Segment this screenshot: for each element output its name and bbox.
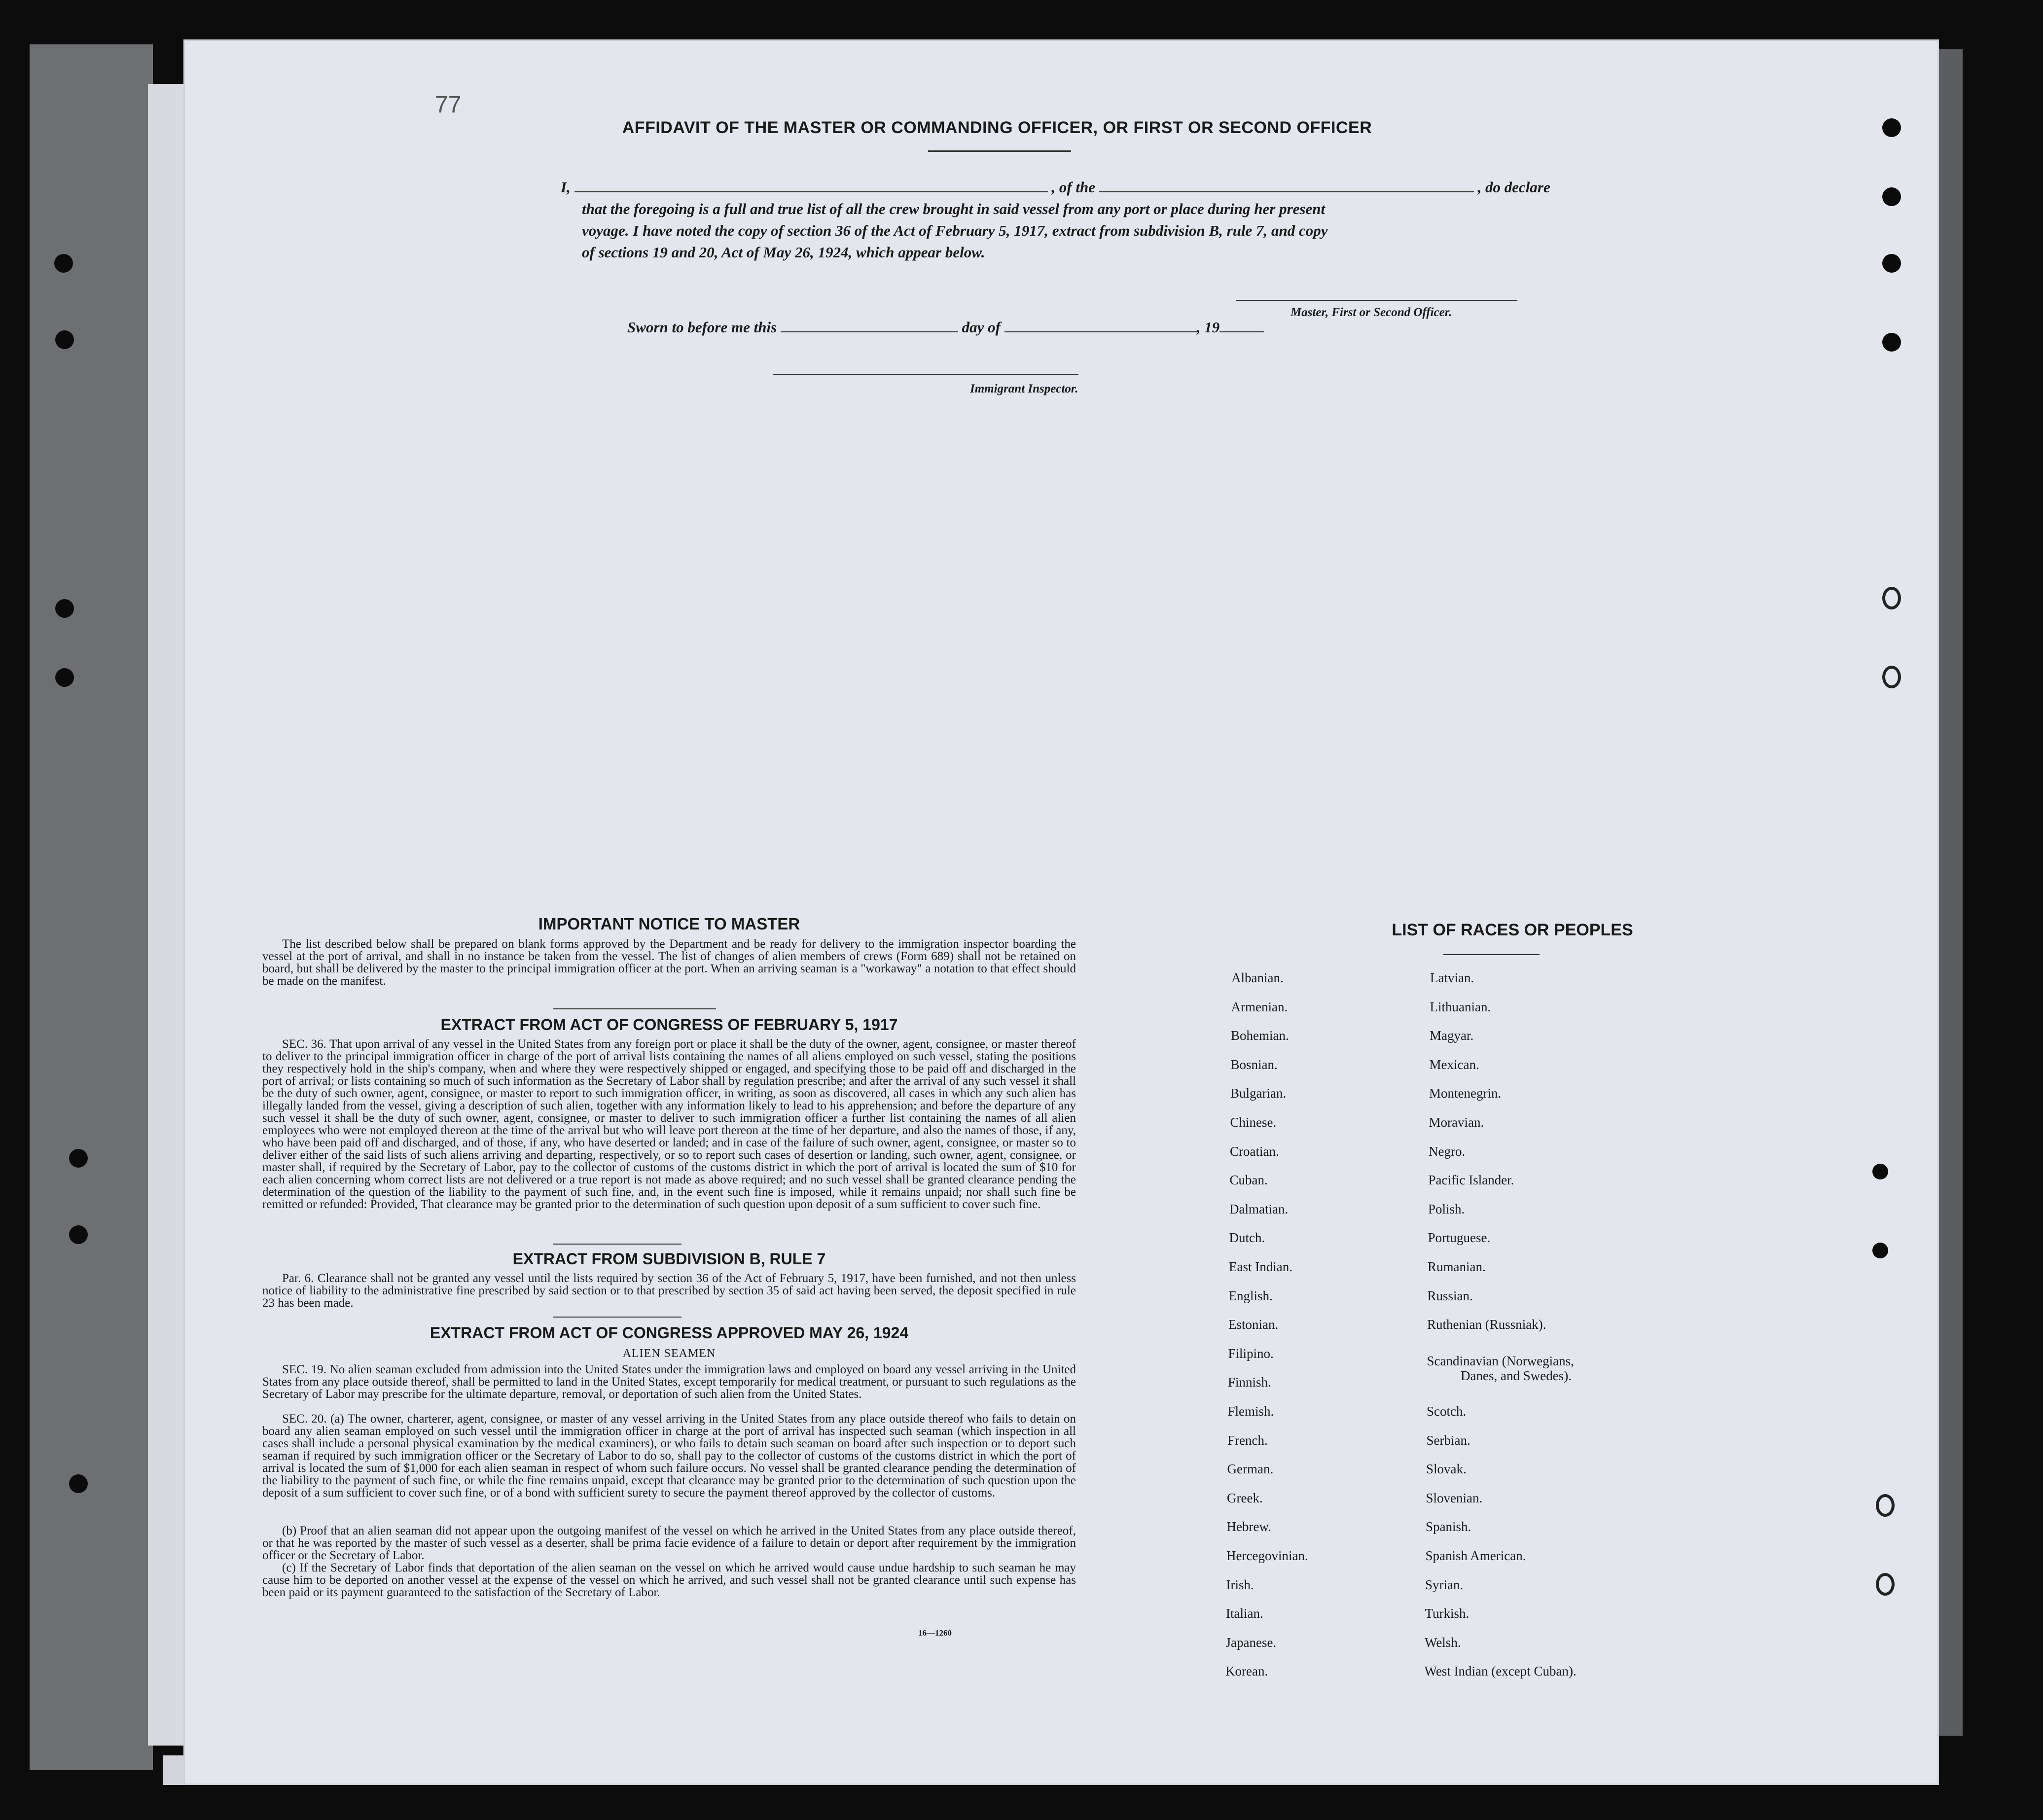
race-item: Finnish. [1228, 1375, 1271, 1390]
race-item: Welsh. [1425, 1635, 1461, 1650]
races-title: LIST OF RACES OR PEOPLES [1392, 921, 1633, 939]
binder-hole-icon [55, 668, 74, 687]
background-binder-left [30, 44, 153, 1770]
race-item: East Indian. [1229, 1259, 1292, 1274]
race-item: Turkish. [1425, 1606, 1470, 1621]
race-item: Lithuanian. [1430, 999, 1491, 1014]
inspector-signature-line[interactable] [773, 374, 1078, 375]
subdivision-body: Par. 6. Clearance shall not be granted any vessel until the lists required by section 36 of the Act of February 5, 1917, have been furnished, and not then unless notice of liability to the administrative fine prescribed by said section or to that prescribed by section 35 of said act having been served, the deposit specified in rule 23 has been made. [262, 1272, 1076, 1310]
race-item: Flemish. [1227, 1404, 1274, 1419]
affidavit-line1 [561, 178, 1734, 196]
affidavit-title: AFFIDAVIT OF THE MASTER OR COMMANDING OFFICER, OR FIRST OR SECOND OFFICER [622, 118, 1372, 137]
race-item: West Indian (except Cuban). [1424, 1664, 1577, 1679]
race-item: French. [1227, 1432, 1268, 1448]
race-item: Pacific Islander. [1428, 1173, 1514, 1188]
race-scandinavian-continued: Danes, and Swedes). [1461, 1368, 1572, 1383]
extract-1924-subtitle: ALIEN SEAMEN [622, 1347, 716, 1360]
race-item: German. [1227, 1462, 1274, 1477]
sworn-line [627, 319, 1264, 336]
master-label: Master, First or Second Officer. [1290, 306, 1452, 319]
punch-hole-icon [1876, 1494, 1895, 1517]
race-item: Ruthenian (Russniak). [1427, 1317, 1546, 1332]
race-item: Filipino. [1228, 1346, 1274, 1361]
binder-hole-icon [54, 254, 73, 273]
sec20c-body: (c) If the Secretary of Labor finds that deportation of the alien seaman on the vessel on which he arrived would cause undue hardship to such seaman he may cause him to be deported on another vessel at the expense of the vessel on which he arrived, and such vessel shall not be granted clearance until such expense has been paid or its payment guaranteed to the satisfaction of the Secretary of Labor. [262, 1561, 1076, 1599]
binder-hole-icon [55, 599, 74, 618]
race-item: Slovenian. [1426, 1490, 1483, 1505]
binder-hole-icon [69, 1225, 88, 1244]
inspector-label: Immigrant Inspector. [970, 382, 1078, 395]
race-item: English. [1228, 1288, 1273, 1303]
crew-list-form-back [183, 39, 1939, 1785]
affidavit-line3: voyage. I have noted the copy of section 36 of the Act of February 5, 1917, extract from subdivision B, rule 7, and copy [582, 222, 1328, 239]
punch-hole-icon [1872, 1243, 1888, 1258]
race-item: Albanian. [1231, 970, 1284, 985]
sec20b-body: (b) Proof that an alien seaman did not appear upon the outgoing manifest of the vessel on which he arrived in the United States from any place outside thereof, or that he was reported by the master of such vessel as a deserter, shall be prima facie evidence of a failure to detain or deport after requirement by the immigration officer or the Secretary of Labor. [262, 1524, 1076, 1562]
name-blank[interactable] [574, 191, 1048, 192]
day-of-label: day of [962, 319, 1001, 336]
affidavit-title-rule [928, 150, 1071, 152]
master-signature-line[interactable] [1236, 300, 1517, 301]
race-item: Dutch. [1229, 1230, 1265, 1246]
affidavit-line4: of sections 19 and 20, Act of May 26, 1924, which appear below. [582, 244, 985, 261]
affidavit-declare: , do declare [1477, 178, 1550, 196]
extract-1924-title: EXTRACT FROM ACT OF CONGRESS APPROVED MAY 26, 1924 [430, 1324, 909, 1342]
punch-hole-icon [1882, 333, 1901, 352]
race-item: Syrian. [1425, 1577, 1464, 1592]
race-item: Croatian. [1230, 1143, 1279, 1159]
year-label: , 19 [1196, 319, 1220, 336]
notice-title: IMPORTANT NOTICE TO MASTER [538, 915, 800, 933]
race-item: Hercegovinian. [1226, 1548, 1308, 1563]
race-item: Mexican. [1429, 1057, 1479, 1072]
race-item: Italian. [1226, 1606, 1263, 1621]
extract-1917-title: EXTRACT FROM ACT OF CONGRESS OF FEBRUARY 5, 1917 [440, 1016, 898, 1034]
binder-hole-icon [69, 1474, 88, 1493]
punch-hole-icon [1872, 1164, 1888, 1179]
races-title-rule [1443, 954, 1540, 955]
subdivision-rule [553, 1317, 681, 1318]
race-item: Negro. [1429, 1143, 1466, 1159]
race-item: Estonian. [1228, 1317, 1279, 1332]
sworn-month-blank[interactable] [1004, 331, 1197, 332]
race-item: Moravian. [1429, 1115, 1484, 1130]
background-sheet-right [1938, 49, 1963, 1736]
sec19-body: SEC. 19. No alien seaman excluded from admission into the United States under the immigration laws and employed on board any vessel arriving in the United States from any place outside thereof, shall be permitted to land in the United States, except temporarily for medical treatment, or pursuant to such regulations as the Secretary of Labor may prescribe for the ultimate departure, removal, or deportation of such alien from the United States. [262, 1363, 1076, 1401]
vessel-blank[interactable] [1099, 191, 1474, 192]
race-item: Polish. [1428, 1201, 1465, 1216]
binder-hole-icon [69, 1149, 88, 1168]
race-item: Hebrew. [1226, 1519, 1271, 1535]
affidavit-i: I, [561, 178, 571, 196]
race-item: Korean. [1225, 1664, 1268, 1679]
extract-1917-body: SEC. 36. That upon arrival of any vessel in the United States from any foreign port or place it shall be the duty of the owner, agent, consignee, or master thereof to deliver to the principal immigration officer in charge of the port of arrival lists containing the names of all aliens employed on such vessel, stating the positions they respectively hold in the ship's company, when and where they were respectively shipped or engaged, and specifying those to be paid off and discharged in the port of arrival; or lists containing so much of such information as the Secretary of Labor shall by regulation prescribe; and after the arrival of any such vessel it shall be the duty of such owner, agent, consignee, or master to report to such immigration officer, in writing, as soon as discovered, all cases in which any such alien has illegally landed from the vessel, giving a description of such alien, together with any information likely to lead to his apprehension; and before the departure of any such vessel it shall be the duty of such owner, agent, consignee, or master to deliver to such immigration officer a further list containing the names of all alien employees who were not employed thereon at the time of the arrival but who will leave port thereon at the time of her departure, and also the names of those, if any, who have been paid off and discharged, and of those, if any, who have deserted or landed; and in case of the failure of such owner, agent, consignee, or master so to deliver either of the said lists of such aliens arriving and departing, respectively, or so to report such cases of desertion or landing, such owner, agent, consignee, or master shall, if required by the Secretary of Labor, pay to the collector of customs of the customs district in which the port of arrival is located the sum of $10 for each alien concerning whom correct lists are not delivered or a true report is not made as above required; and no such vessel shall be granted clearance pending the determination of the question of the liability to the payment of such fine, and, in the event such fine is imposed, while it remains unpaid; nor shall such fine be remitted or refunded: Provided, That clearance may be granted prior to the determination of such question upon deposit of a sum sufficient to cover such fine. [262, 1037, 1076, 1211]
race-item: Portuguese. [1428, 1230, 1491, 1246]
race-item: Armenian. [1231, 999, 1288, 1014]
race-item: Latvian. [1430, 970, 1474, 985]
notice-body: The list described below shall be prepared on blank forms approved by the Department and be ready for delivery to the immigration inspector boarding the vessel at the port of arrival, and shall in no instance be taken from the vessel. The list of changes of alien members of crews (Form 689) shall not be retained on board, but shall be delivered by the master to the principal immigration officer at the port. When an arriving seaman is a "workaway" a notation to that effect should be made on the manifest. [262, 937, 1076, 988]
race-item: Montenegrin. [1429, 1086, 1502, 1101]
punch-hole-icon [1882, 587, 1901, 609]
punch-hole-icon [1876, 1573, 1895, 1596]
affidavit-of-the: , of the [1051, 178, 1096, 196]
race-item: Serbian. [1426, 1432, 1470, 1448]
notice-rule [553, 1008, 716, 1009]
extract-1917-rule [553, 1244, 681, 1245]
race-item: Bosnian. [1230, 1057, 1278, 1072]
sworn-day-blank[interactable] [781, 331, 958, 332]
binder-hole-icon [55, 330, 74, 349]
race-item: Spanish American. [1425, 1548, 1526, 1563]
race-item: Bohemian. [1231, 1028, 1289, 1043]
race-item: Irish. [1226, 1577, 1254, 1592]
punch-hole-icon [1882, 187, 1901, 206]
page-mark: 77 [435, 92, 462, 118]
form-number: 16—1260 [918, 1628, 952, 1638]
affidavit-line2: that the foregoing is a full and true list of all the crew brought in said vessel from any port or place during her present [582, 200, 1326, 217]
race-item: Scandinavian (Norwegians, [1427, 1354, 1574, 1368]
punch-hole-icon [1882, 254, 1901, 273]
sec20a-body: SEC. 20. (a) The owner, charterer, agent, consignee, or master of any vessel arriving in the United States from any place outside thereof who fails to detain on board any alien seaman employed on such vessel until the immigration officer in charge at the port of arrival has inspected such seaman (which inspection in all cases shall include a personal physical examination by the medical examiners), or who fails to detain such seaman on board after such inspection or to deport such seaman if required by such immigration officer or the Secretary of Labor to do so, shall pay to the collector of customs of the customs district in which the port of arrival is located the sum of $1,000 for each alien seaman in respect of whom such failure occurs. No vessel shall be granted clearance pending the determination of the liability to the payment of such fine, or while the fine remains unpaid, except that clearance may be granted prior to the determination of such question upon the deposit of a sum sufficient to cover such fine, or of a bond with sufficient surety to secure the payment thereof approved by the collector of customs. [262, 1412, 1076, 1499]
race-item: Spanish. [1426, 1519, 1471, 1535]
sworn-label: Sworn to before me this [627, 319, 777, 336]
punch-hole-icon [1882, 666, 1901, 688]
race-item: Slovak. [1426, 1462, 1467, 1477]
punch-hole-icon [1882, 118, 1901, 137]
race-item: Dalmatian. [1229, 1201, 1289, 1216]
race-item: Japanese. [1225, 1635, 1277, 1650]
race-item: Rumanian. [1428, 1259, 1486, 1274]
race-item: Chinese. [1230, 1115, 1277, 1130]
race-item: Greek. [1227, 1490, 1263, 1505]
sworn-year-blank[interactable] [1219, 331, 1264, 332]
race-item: Magyar. [1430, 1028, 1474, 1043]
subdivision-title: EXTRACT FROM SUBDIVISION B, RULE 7 [512, 1250, 826, 1268]
race-item: Scotch. [1427, 1404, 1467, 1419]
race-item: Russian. [1427, 1288, 1473, 1303]
race-item: Bulgarian. [1230, 1086, 1287, 1101]
race-item: Cuban. [1229, 1173, 1268, 1188]
